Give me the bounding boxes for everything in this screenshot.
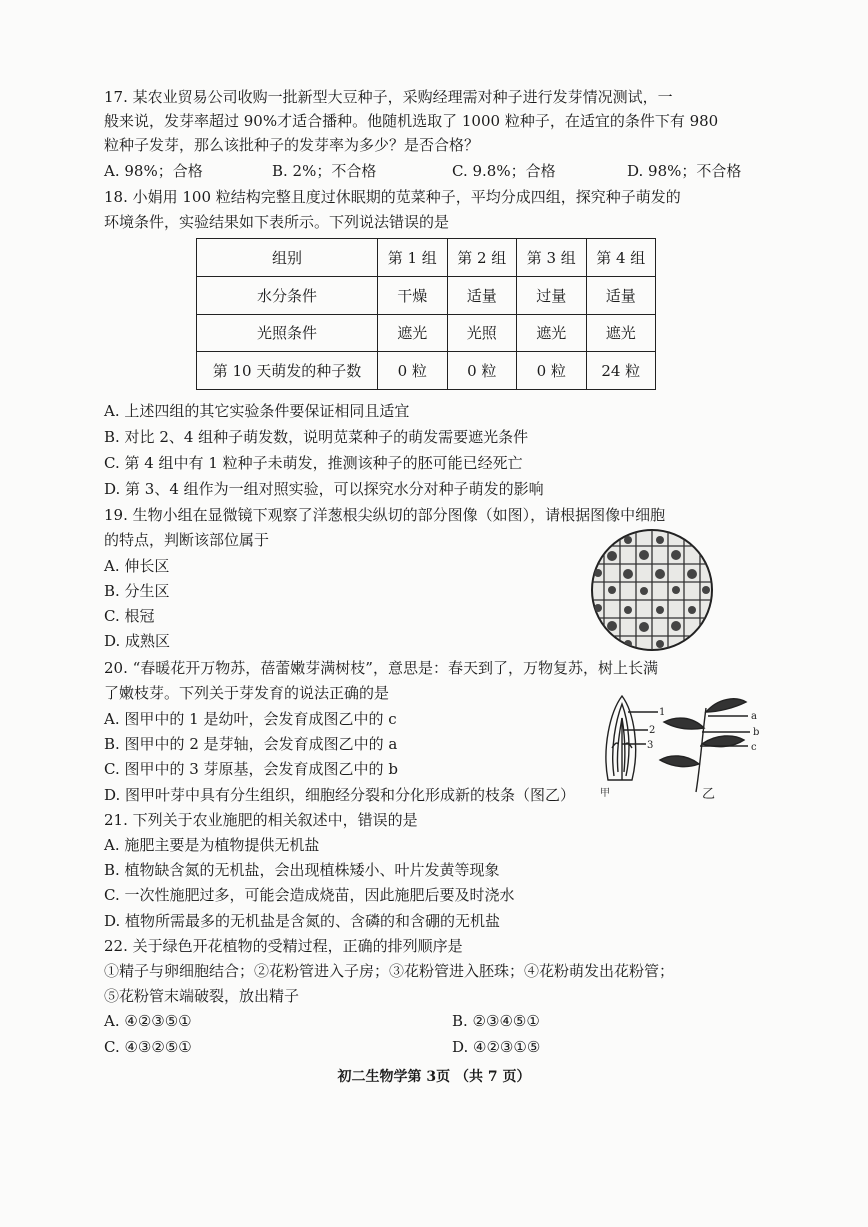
table-row: [197, 314, 656, 352]
table-header-cell: 第 3 组: [517, 239, 587, 277]
q20-option-a: A. 图甲中的 1 是幼叶，会发育成图乙中的 c: [104, 710, 397, 728]
table-row: [197, 276, 656, 314]
q18-option-d: D. 第 3、4 组作为一组对照实验，可以探究水分对种子萌发的影响: [104, 480, 544, 498]
fig-label-b: b: [753, 727, 760, 738]
root-tip-micrograph-image: [590, 528, 714, 652]
fig-label-c: c: [751, 742, 757, 753]
fig-label-3: 3: [647, 740, 654, 751]
bud-branch-figure: [598, 688, 766, 800]
q18-option-b: B. 对比 2、4 组种子萌发数，说明苋菜种子的萌发需要遮光条件: [104, 428, 529, 446]
table-header-cell: 第 1 组: [378, 239, 448, 277]
table-cell: 第 10 天萌发的种子数: [197, 352, 378, 390]
q22-option-c: C. ④③②⑤①: [104, 1038, 192, 1056]
table-cell: 24 粒: [586, 352, 656, 390]
q20-option-d: D. 图甲叶芽中具有分生组织，细胞经分裂和分化形成新的枝条（图乙）: [104, 786, 576, 804]
table-cell: 适量: [586, 276, 656, 314]
table-cell: 适量: [447, 276, 517, 314]
table-header-cell: 组别: [197, 239, 378, 277]
q19-option-c: C. 根冠: [104, 607, 155, 625]
table-cell: 干燥: [378, 276, 448, 314]
q17-option-b: B. 2%；不合格: [272, 162, 377, 180]
q21-option-a: A. 施肥主要是为植物提供无机盐: [104, 836, 320, 854]
q22-option-d: D. ④②③①⑤: [452, 1038, 541, 1056]
fig-label-1: 1: [659, 707, 666, 718]
q20-line1: 20. “春暖花开万物苏，蓓蕾嫩芽满树枝”，意思是：春天到了，万物复苏，树上长满: [104, 659, 658, 677]
q21-option-d: D. 植物所需最多的无机盐是含氮的、含磷的和含硼的无机盐: [104, 912, 501, 930]
fig-label-yi: 乙: [702, 787, 716, 800]
table-header-row: [197, 239, 656, 277]
q17-option-c: C. 9.8%；合格: [452, 162, 556, 180]
q17-line3: 粒种子发芽，那么该批种子的发芽率为多少？是否合格？: [104, 136, 480, 154]
q19-line1: 19. 生物小组在显微镜下观察了洋葱根尖纵切的部分图像（如图），请根据图像中细胞: [104, 506, 666, 524]
q20-option-b: B. 图甲中的 2 是芽轴，会发育成图乙中的 a: [104, 735, 398, 753]
q18-option-c: C. 第 4 组中有 1 粒种子未萌发，推测该种子的胚可能已经死亡: [104, 454, 523, 472]
table-cell: 0 粒: [378, 352, 448, 390]
q18-option-a: A. 上述四组的其它实验条件要保证相同且适宜: [104, 402, 410, 420]
experiment-table: [196, 238, 656, 390]
table-cell: 0 粒: [517, 352, 587, 390]
table-header-cell: 第 2 组: [447, 239, 517, 277]
fig-label-2: 2: [649, 725, 656, 736]
table-cell: 遮光: [517, 314, 587, 352]
q21-option-b: B. 植物缺含氮的无机盐，会出现植株矮小、叶片发黄等现象: [104, 861, 500, 879]
q18-line1: 18. 小娟用 100 粒结构完整且度过休眠期的苋菜种子，平均分成四组，探究种子萌发的: [104, 188, 681, 206]
fig-label-a: a: [751, 711, 757, 722]
q21-line1: 21. 下列关于农业施肥的相关叙述中，错误的是: [104, 811, 418, 829]
table-cell: 光照条件: [197, 314, 378, 352]
q17-line2: 般来说，发芽率超过 90%才适合播种。他随机选取了 1000 粒种子，在适宜的条件下有 980: [104, 112, 719, 130]
q19-line2: 的特点，判断该部位属于: [104, 531, 270, 549]
q17-line1: 17. 某农业贸易公司收购一批新型大豆种子，采购经理需对种子进行发芽情况测试，一: [104, 88, 673, 106]
fig-label-jia: 甲: [600, 788, 610, 799]
q17-option-a: A. 98%；合格: [104, 162, 203, 180]
q22-line2: ①精子与卵细胞结合；②花粉管进入子房；③花粉管进入胚珠；④花粉萌发出花粉管；: [104, 962, 675, 980]
table-cell: 0 粒: [447, 352, 517, 390]
q22-option-a: A. ④②③⑤①: [104, 1012, 192, 1030]
q17-option-d: D. 98%；不合格: [627, 162, 742, 180]
q19-option-b: B. 分生区: [104, 582, 170, 600]
q18-line2: 环境条件，实验结果如下表所示。下列说法错误的是: [104, 213, 450, 231]
table-header-cell: 第 4 组: [586, 239, 656, 277]
q22-line1: 22. 关于绿色开花植物的受精过程，正确的排列顺序是: [104, 937, 463, 955]
table-cell: 遮光: [586, 314, 656, 352]
table-cell: 遮光: [378, 314, 448, 352]
table-cell: 水分条件: [197, 276, 378, 314]
table-row: [197, 352, 656, 390]
q22-option-b: B. ②③④⑤①: [452, 1012, 540, 1030]
q19-option-a: A. 伸长区: [104, 557, 170, 575]
q22-line3: ⑤花粉管末端破裂，放出精子: [104, 987, 300, 1005]
q20-line2: 了嫩枝芽。下列关于芽发育的说法正确的是: [104, 684, 390, 702]
q19-option-d: D. 成熟区: [104, 632, 171, 650]
q21-option-c: C. 一次性施肥过多，可能会造成烧苗，因此施肥后要及时浇水: [104, 886, 515, 904]
table-cell: 过量: [517, 276, 587, 314]
page-footer: 初二生物学第 3页 （共 7 页）: [337, 1069, 531, 1085]
q20-option-c: C. 图甲中的 3 芽原基，会发育成图乙中的 b: [104, 760, 398, 778]
table-cell: 光照: [447, 314, 517, 352]
